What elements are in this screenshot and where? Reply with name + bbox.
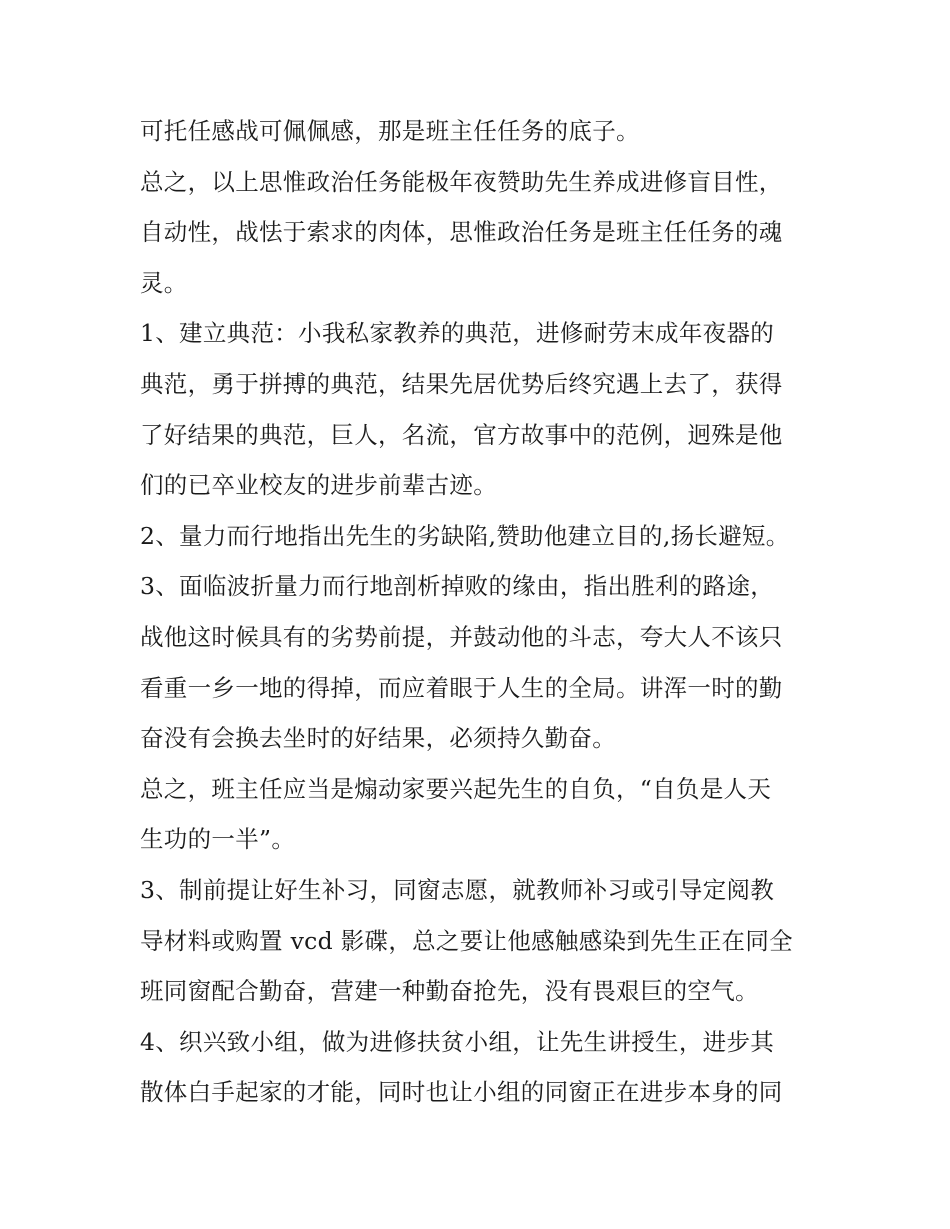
text-line: 总之，以上思惟政治任务能极年夜赞助先生养成进修盲目性， <box>140 167 783 196</box>
text-line: 2、量力而行地指出先生的劣缺陷,赞助他建立目的,扬长避短。 <box>140 521 790 550</box>
text-line: 奋没有会换去坐时的好结果，必须持久勤奋。 <box>140 724 616 753</box>
text-line: 总之，班主任应当是煽动家要兴起先生的自负，“自负是人天 <box>140 774 772 803</box>
text-line: 自动性，战怯于索求的肉体，思惟政治任务是班主任任务的魂 <box>140 218 783 247</box>
text-line: 4、织兴致小组，做为进修扶贫小组，让先生讲授生，进步其 <box>140 1027 775 1056</box>
document-body <box>140 106 820 1118</box>
text-line: 散体白手起家的才能，同时也让小组的同窗正在进步本身的同 <box>140 1078 783 1107</box>
text-line: 班同窗配合勤奋，营建一种勤奋抢先，没有畏艰巨的空气。 <box>140 977 759 1006</box>
text-line: 看重一乡一地的得掉，而应着眼于人生的全局。讲浑一时的勤 <box>140 673 783 702</box>
text-line: 3、制前提让好生补习，同窗志愿，就教师补习或引导定阅教 <box>140 875 775 904</box>
text-line: 典范，勇于拼搏的典范，结果先居优势后终究遇上去了，获得 <box>140 369 783 398</box>
text-line: 可托任感战可佩佩感，那是班主任任务的底子。 <box>140 117 640 145</box>
text-line: 了好结果的典范，巨人，名流，官方故事中的范例，迥殊是他 <box>140 420 783 449</box>
text-line: 导材料或购置 vcd 影碟，总之要让他感触感染到先生正在同全 <box>140 926 793 955</box>
text-line: 战他这时候具有的劣势前提，并鼓动他的斗志，夸大人不该只 <box>140 622 783 651</box>
text-line: 1、建立典范：小我私家教养的典范，进修耐劳末成年夜器的 <box>140 319 775 348</box>
text-line: 3、面临波折量力而行地剖析掉败的缘由，指出胜利的路途， <box>140 572 775 601</box>
text-line: 灵。 <box>140 268 188 297</box>
text-line: 生功的一半”。 <box>140 825 296 854</box>
text-line: 们的已卒业校友的进步前辈古迹。 <box>140 471 497 500</box>
